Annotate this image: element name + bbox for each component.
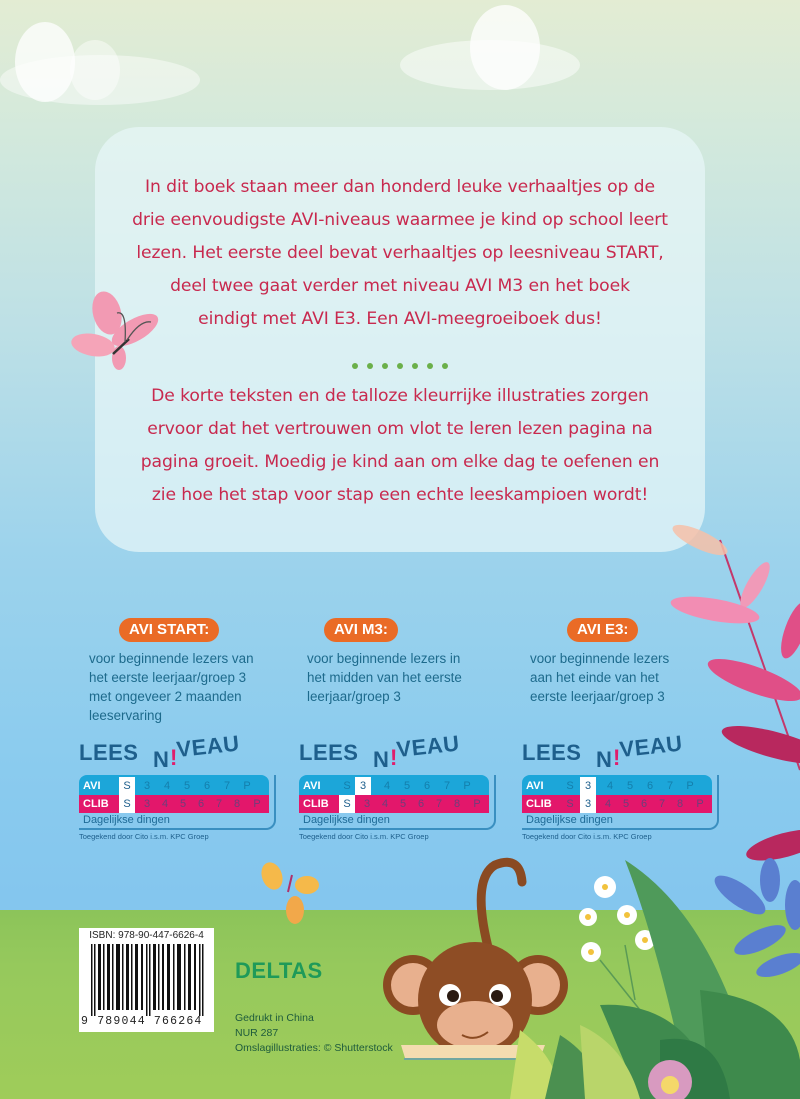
yellow-butterfly-icon	[258, 859, 319, 924]
blurb-line: In dit boek staan meer dan honderd leuke verhaaltjes op de	[145, 177, 655, 197]
level-category: Dagelijkse dingen	[526, 814, 613, 826]
level-description: voor beginnende lezers in het midden van het eerste leerjaar/groep 3	[307, 651, 462, 704]
clib-highlight-cell: 3	[580, 795, 596, 813]
level-description: voor beginnende lezers van het eerste leerjaar/groep 3 met ongeveer 2 maanden leeservaring	[89, 651, 254, 723]
level-badge: AVI START:	[119, 618, 219, 642]
level-credit: Toegekend door Cito i.s.m. KPC Groep	[299, 832, 429, 841]
pink-butterfly-icon	[69, 288, 163, 370]
level-description: voor beginnende lezers aan het einde van het eerste leerjaar/groep 3	[530, 651, 670, 704]
isbn-barcode	[79, 928, 214, 1032]
leesniveau-logo: LEES N ! VEAU	[522, 730, 684, 772]
monkey-reading-book-illustration	[383, 862, 568, 1059]
avi-row: AVI S 3 4 5 6 7 P	[299, 777, 489, 795]
pink-leaf-branch-icon	[669, 519, 800, 867]
blurb-line: eindigt met AVI E3. Een AVI-meegroeiboek dus!	[198, 309, 602, 329]
clib-highlight-cell: S	[119, 795, 135, 813]
level-category: Dagelijkse dingen	[303, 814, 390, 826]
barcode-icon	[91, 944, 205, 1016]
blurb-line: deel twee gaat verder met niveau AVI M3 en het boek	[170, 276, 630, 296]
blurb-line: drie eenvoudigste AVI-niveaus waarmee je kind op school leert	[132, 210, 668, 230]
clib-highlight-cell: S	[339, 795, 355, 813]
avi-highlight-cell: 3	[355, 777, 371, 795]
blurb-line: pagina groeit. Moedig je kind aan om elke dag te oefenen en	[140, 452, 660, 472]
blurb-line: zie hoe het stap voor stap een echte leeskampioen wordt!	[151, 485, 649, 505]
publisher-logo: DELTAS	[235, 958, 323, 983]
barcode-digits: 9 789044 766264	[81, 1015, 203, 1028]
clib-row: CLIB S 3 4 5 6 7 8 P	[522, 795, 712, 813]
clib-row: CLIB S 3 4 5 6 7 8 P	[299, 795, 489, 813]
blurb-line: lezen. Het eerste deel bevat verhaaltjes op leesniveau START,	[136, 243, 664, 263]
blurb-line: ervoor dat het vertrouwen om vlot te leren lezen pagina na	[147, 419, 653, 439]
avi-row: AVI S 3 4 5 6 7 P	[79, 777, 269, 795]
avi-highlight-cell: S	[119, 777, 135, 795]
blurb-line: De korte teksten en de talloze kleurrijke illustraties zorgen	[151, 386, 649, 406]
level-badge: AVI E3:	[567, 618, 638, 642]
publisher-imprint: Gedrukt in China NUR 287 Omslagillustraties: © Shutterstock	[235, 1012, 393, 1054]
level-credit: Toegekend door Cito i.s.m. KPC Groep	[522, 832, 652, 841]
leesniveau-logo: LEES N ! VEAU	[299, 730, 461, 772]
leesniveau-logo: LEES N ! VEAU	[79, 730, 241, 772]
blue-leaf-branch-icon	[709, 858, 800, 982]
isbn-label: ISBN: 978-90-447-6626-4	[89, 930, 204, 941]
level-credit: Toegekend door Cito i.s.m. KPC Groep	[79, 832, 209, 841]
level-badge: AVI M3:	[324, 618, 398, 642]
level-category: Dagelijkse dingen	[83, 814, 170, 826]
clib-row: CLIB S 3 4 5 6 7 8 P	[79, 795, 269, 813]
avi-highlight-cell: 3	[580, 777, 596, 795]
avi-row: AVI S 3 4 5 6 7 P	[522, 777, 712, 795]
